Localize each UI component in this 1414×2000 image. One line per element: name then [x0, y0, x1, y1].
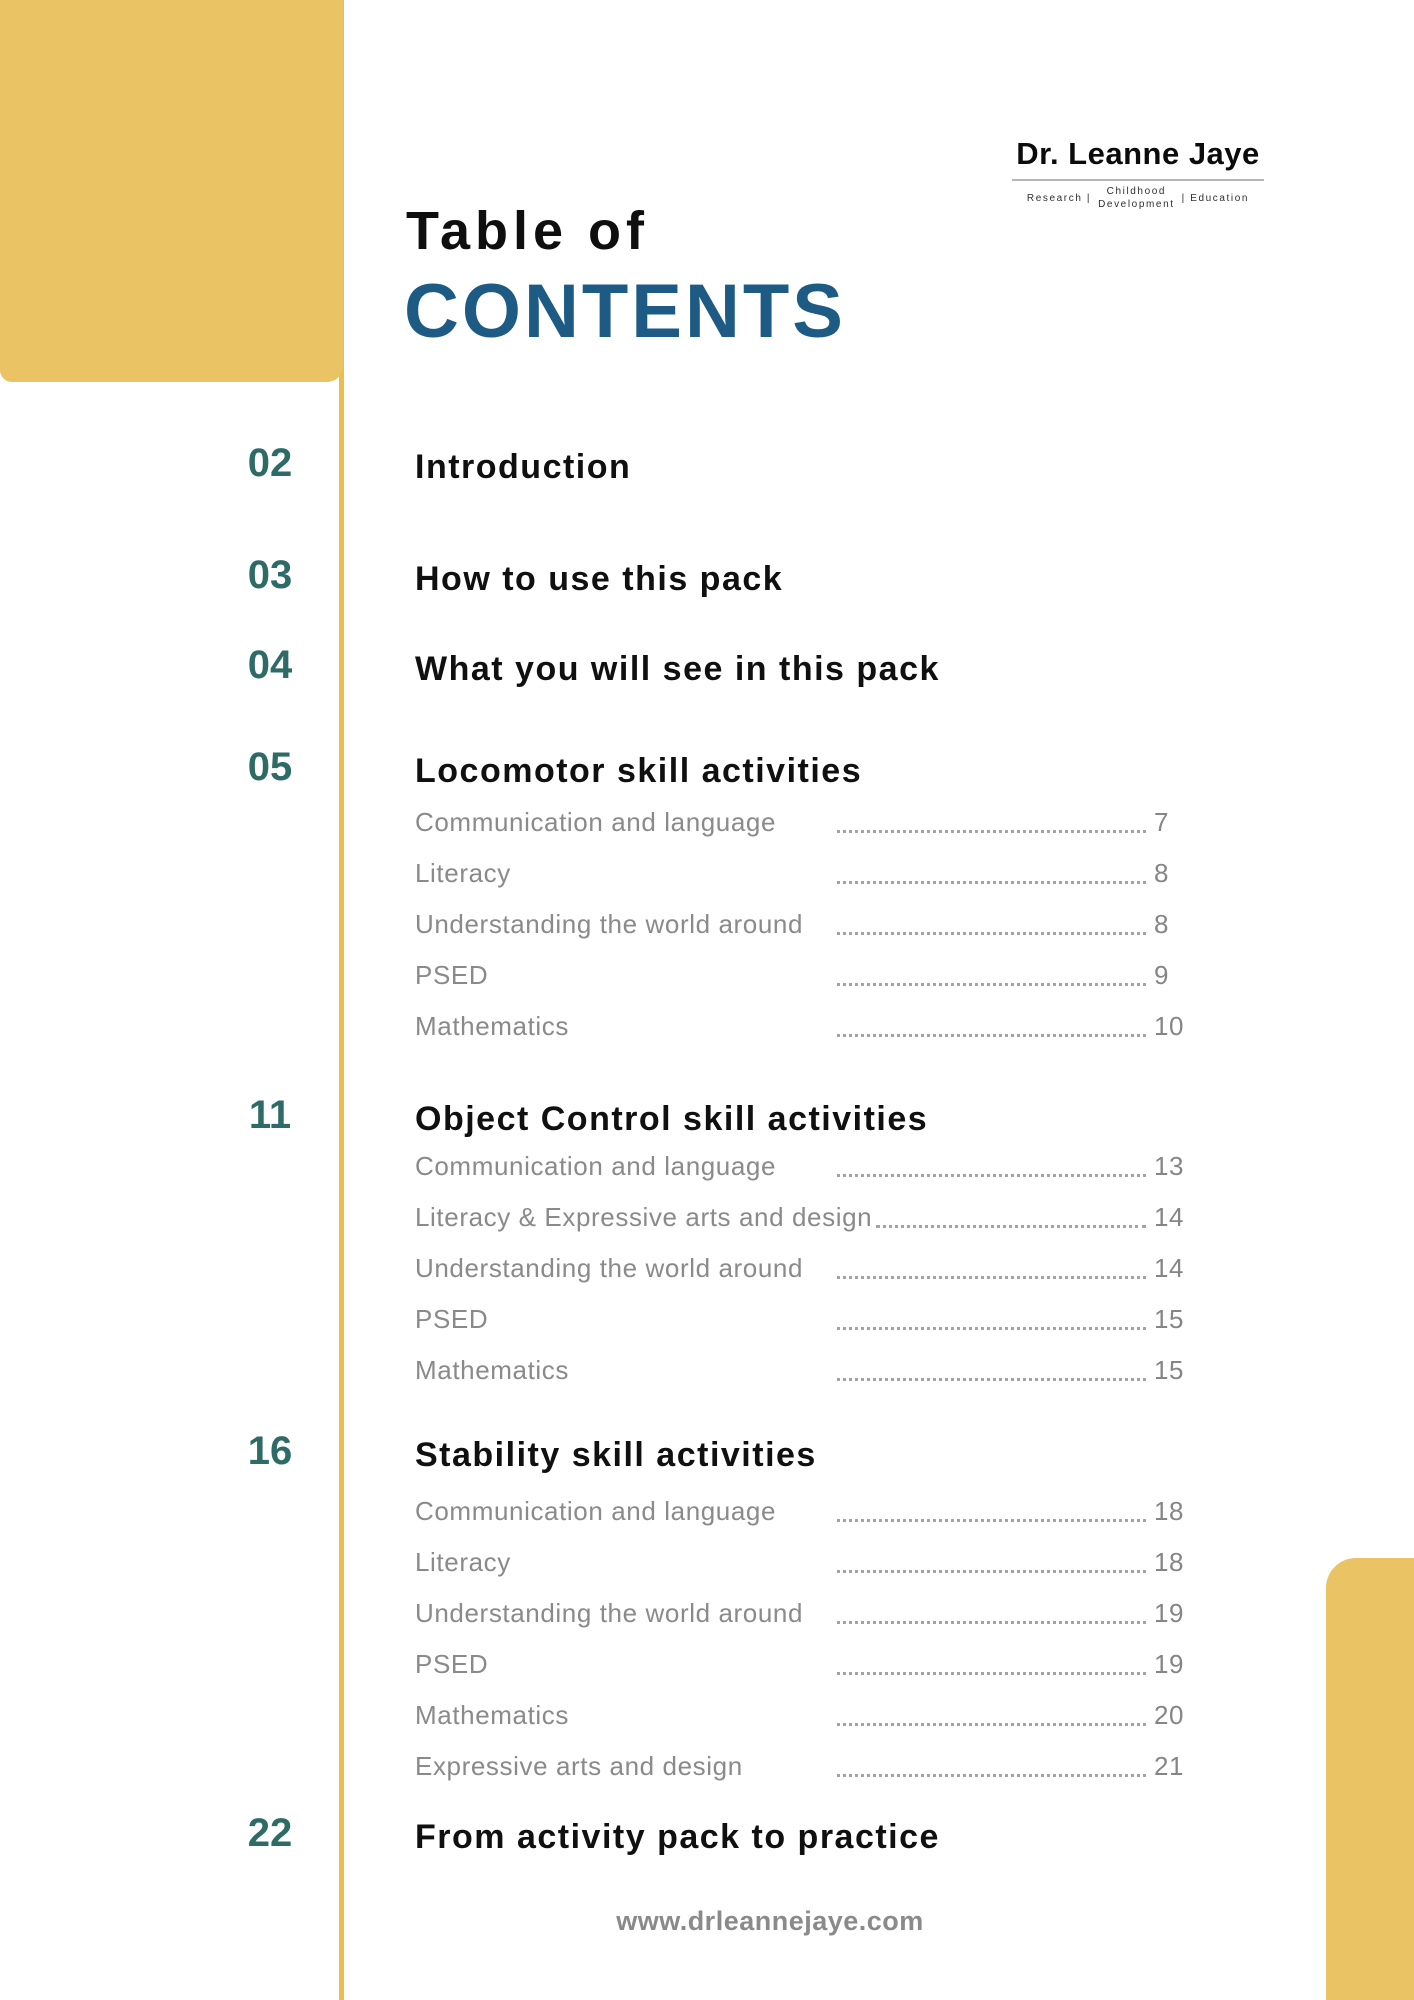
subentry-label: Communication and language	[415, 807, 777, 837]
dot-leader	[837, 1034, 1146, 1037]
subentry-label: Mathematics	[415, 1011, 569, 1041]
brand-logo	[1008, 136, 1268, 211]
entry-number-introduction: 02	[247, 441, 293, 485]
dot-leader	[837, 1672, 1146, 1675]
tagline-childhood: Childhood	[1106, 186, 1167, 197]
entry-title-locomotor[interactable]: Locomotor skill activities	[415, 752, 863, 790]
tagline-childhood-development	[1098, 186, 1175, 211]
subentry-page: 19	[1154, 1598, 1184, 1628]
entry-number-stability: 16	[247, 1429, 293, 1473]
page-title-line1: Table of	[406, 201, 650, 261]
subentry-page: 18	[1154, 1547, 1184, 1577]
entry-title-how-to-use[interactable]: How to use this pack	[415, 560, 784, 598]
dot-leader	[837, 1621, 1146, 1624]
dot-leader	[837, 932, 1146, 935]
subentry-label: Understanding the world around	[415, 909, 804, 939]
subentry-page: 19	[1154, 1649, 1184, 1679]
subentry-page: 14	[1154, 1202, 1184, 1232]
subentry-page: 7	[1154, 807, 1169, 837]
brand-name: Dr. Leanne Jaye	[1016, 136, 1260, 171]
subentry-label: Understanding the world around	[415, 1598, 804, 1628]
subentry-label: Mathematics	[415, 1700, 569, 1730]
toc-subentry[interactable]	[415, 899, 1196, 950]
dot-leader	[837, 983, 1146, 986]
brand-tagline	[1008, 186, 1268, 211]
tagline-development: Development	[1098, 198, 1175, 210]
toc-subentry[interactable]	[415, 1486, 1196, 1537]
brand-divider-rule	[1012, 179, 1264, 181]
subentry-label: PSED	[415, 960, 489, 990]
entry-title-pack-to-practice[interactable]: From activity pack to practice	[415, 1818, 940, 1856]
toc-subentry[interactable]	[415, 950, 1196, 1001]
subentry-label: PSED	[415, 1649, 489, 1679]
toc-subentry[interactable]	[415, 1294, 1196, 1345]
entry-number-pack-to-practice: 22	[247, 1811, 293, 1855]
dot-leader	[837, 1276, 1146, 1279]
dot-leader	[837, 1378, 1146, 1381]
subentry-page: 20	[1154, 1700, 1184, 1730]
toc-subentry[interactable]	[415, 1345, 1196, 1396]
subentry-label: Literacy & Expressive arts and design	[415, 1202, 873, 1232]
subentry-label: Literacy	[415, 1547, 511, 1577]
entry-title-introduction[interactable]: Introduction	[415, 448, 632, 486]
subentry-page: 14	[1154, 1253, 1184, 1283]
entry-number-how-to-use: 03	[247, 553, 293, 597]
toc-subentry[interactable]	[415, 1192, 1196, 1243]
dot-leader	[837, 1723, 1146, 1726]
subentry-page: 8	[1154, 909, 1169, 939]
corner-accent-top-left	[0, 0, 343, 382]
corner-accent-bottom-right	[1326, 1558, 1414, 2000]
dot-leader	[837, 1519, 1146, 1522]
dot-leader	[837, 1774, 1146, 1777]
subentry-page: 13	[1154, 1151, 1184, 1181]
entry-number-locomotor: 05	[247, 745, 293, 789]
toc-subentry[interactable]	[415, 1741, 1196, 1792]
sublist-locomotor	[415, 797, 1196, 1052]
tagline-research: Research |	[1026, 193, 1092, 204]
toc-subentry[interactable]	[415, 1001, 1196, 1052]
subentry-label: PSED	[415, 1304, 489, 1334]
page-title-line2: CONTENTS	[404, 269, 846, 354]
toc-subentry[interactable]	[415, 1537, 1196, 1588]
subentry-page: 21	[1154, 1751, 1184, 1781]
tagline-education: | Education	[1181, 193, 1250, 204]
subentry-page: 15	[1154, 1355, 1184, 1385]
footer-website-url[interactable]: www.drleannejaye.com	[616, 1906, 924, 1936]
toc-subentry[interactable]	[415, 848, 1196, 899]
dot-leader	[837, 830, 1146, 833]
subentry-page: 18	[1154, 1496, 1184, 1526]
subentry-label: Expressive arts and design	[415, 1751, 743, 1781]
subentry-label: Mathematics	[415, 1355, 569, 1385]
dot-leader	[837, 1570, 1146, 1573]
subentry-label: Communication and language	[415, 1151, 777, 1181]
entry-title-what-you-will-see[interactable]: What you will see in this pack	[415, 650, 940, 688]
dot-leader	[837, 1327, 1146, 1330]
entry-number-object-control: 11	[248, 1093, 292, 1137]
sublist-object-control	[415, 1141, 1196, 1396]
dot-leader	[876, 1225, 1146, 1228]
subentry-page: 15	[1154, 1304, 1184, 1334]
toc-subentry[interactable]	[415, 1639, 1196, 1690]
entry-title-stability[interactable]: Stability skill activities	[415, 1436, 817, 1474]
toc-subentry[interactable]	[415, 1690, 1196, 1741]
subentry-page: 10	[1154, 1011, 1184, 1041]
dot-leader	[837, 881, 1146, 884]
subentry-label: Understanding the world around	[415, 1253, 804, 1283]
subentry-page: 9	[1154, 960, 1169, 990]
subentry-page: 8	[1154, 858, 1169, 888]
dot-leader	[837, 1174, 1146, 1177]
toc-subentry[interactable]	[415, 797, 1196, 848]
subentry-label: Communication and language	[415, 1496, 777, 1526]
entry-number-what-you-will-see: 04	[247, 643, 293, 687]
entry-title-object-control[interactable]: Object Control skill activities	[415, 1100, 929, 1138]
toc-subentry[interactable]	[415, 1243, 1196, 1294]
toc-subentry[interactable]	[415, 1588, 1196, 1639]
toc-subentry[interactable]	[415, 1141, 1196, 1192]
sublist-stability	[415, 1486, 1196, 1792]
subentry-label: Literacy	[415, 858, 511, 888]
